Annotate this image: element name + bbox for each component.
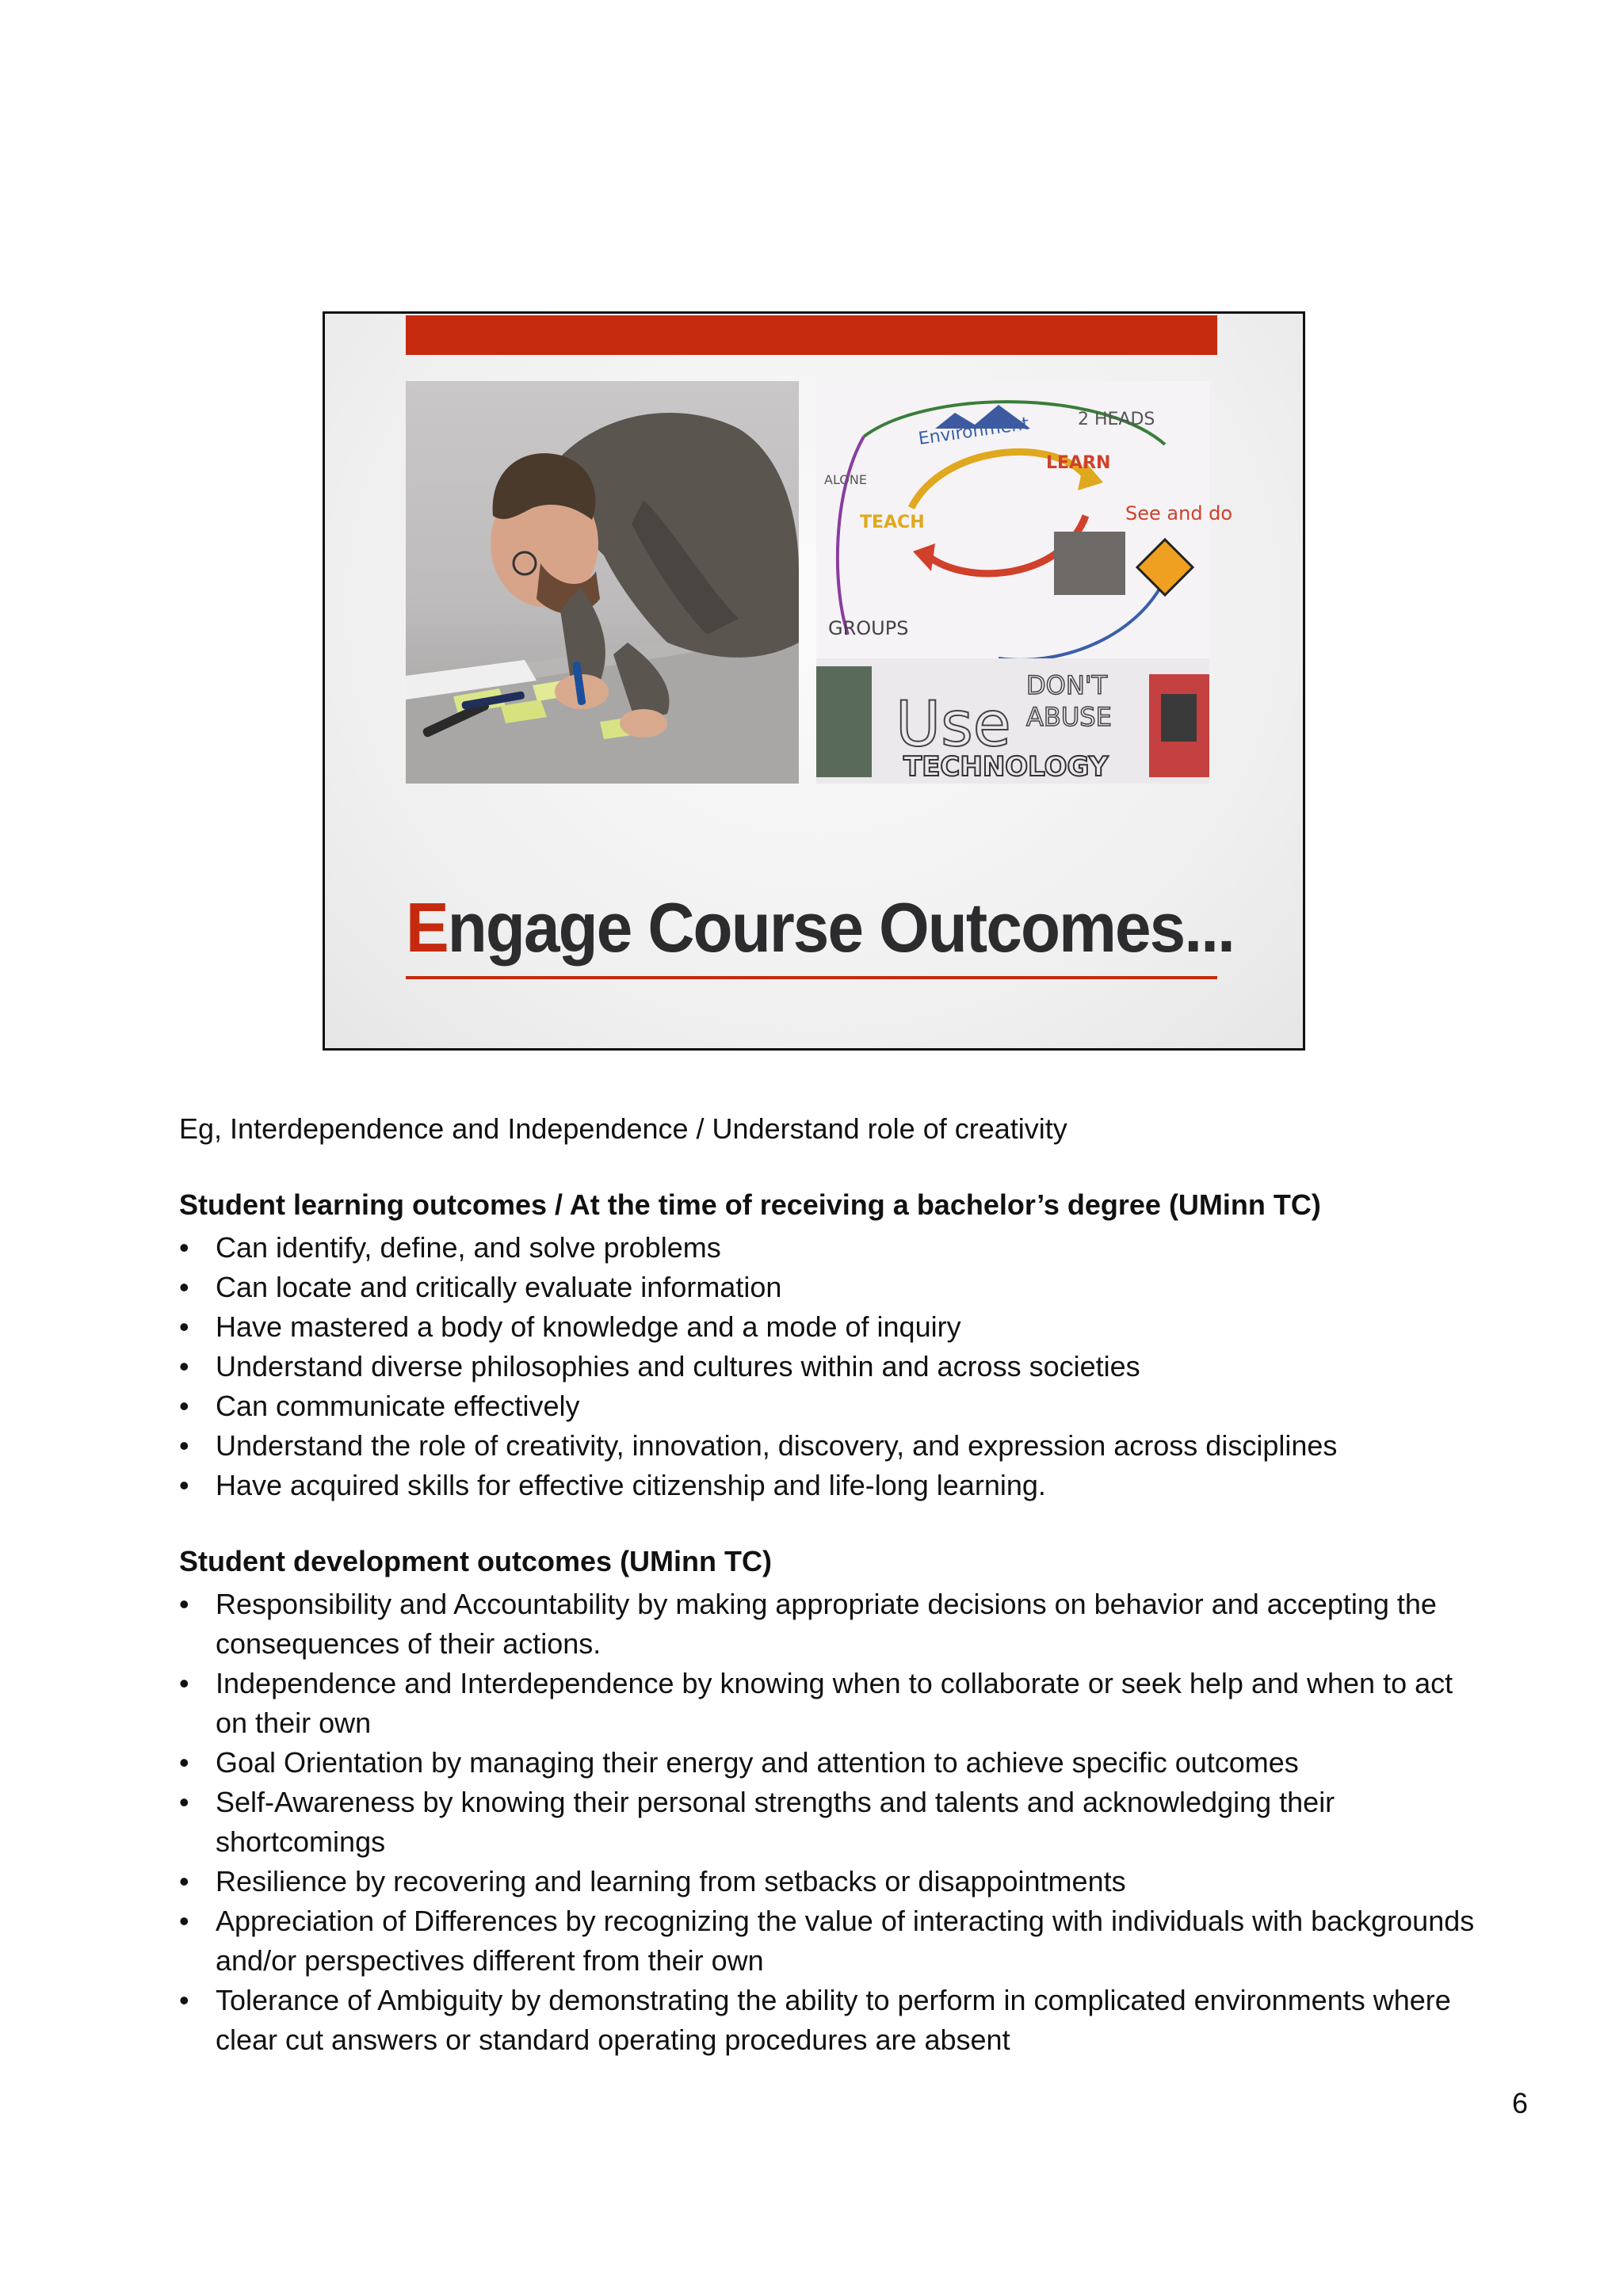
poster-word-technology: TECHNOLOGY xyxy=(903,751,1109,783)
poster-word-environment: Environment xyxy=(917,414,1030,449)
intro-line: Eg, Interdependence and Independence / Understand role of creativity xyxy=(179,1112,1067,1145)
list-item: • Understand the role of creativity, innovation, discovery, and expression across disciplines xyxy=(179,1426,1479,1466)
list-item: • Independence and Interdependence by knowing when to collaborate or seek help and when to act on their own xyxy=(179,1664,1479,1743)
list-item: • Can identify, define, and solve problems xyxy=(179,1228,1479,1268)
development-outcomes-list xyxy=(179,1585,1479,2060)
list-item: • Self-Awareness by knowing their personal strengths and talents and acknowledging their shortcomings xyxy=(179,1783,1479,1862)
poster-word-use: Use xyxy=(896,689,1011,761)
poster-word-teach: TEACH xyxy=(860,513,925,532)
list-item: • Can communicate effectively xyxy=(179,1386,1479,1426)
poster-word-dont: DON'T xyxy=(1026,670,1108,700)
list-item: • Have mastered a body of knowledge and a mode of inquiry xyxy=(179,1307,1479,1347)
photo-classroom-poster xyxy=(816,381,1233,784)
photo-man-writing xyxy=(406,381,799,784)
poster-word-abuse: ABUSE xyxy=(1026,702,1112,732)
learning-outcomes-heading: Student learning outcomes / At the time of receiving a bachelor’s degree (UMinn TC) xyxy=(179,1188,1321,1221)
list-item: • Resilience by recovering and learning from setbacks or disappointments xyxy=(179,1862,1479,1901)
slide-title-rest: ngage Course Outcomes... xyxy=(447,888,1234,967)
learning-outcomes-list xyxy=(179,1228,1479,1505)
photo-man-writing-illustration xyxy=(406,381,799,784)
poster-word-learn: LEARN xyxy=(1046,453,1111,473)
development-outcomes-heading: Student development outcomes (UMinn TC) xyxy=(179,1545,773,1577)
list-item: • Goal Orientation by managing their energy and attention to achieve specific outcomes xyxy=(179,1743,1479,1783)
poster-word-groups: GROUPS xyxy=(828,617,909,639)
slide-title xyxy=(406,884,1234,971)
poster-word-2-heads: 2 HEADS xyxy=(1078,410,1155,429)
slide-image xyxy=(323,311,1305,1051)
list-item: • Understand diverse philosophies and cultures within and across societies xyxy=(179,1347,1479,1386)
list-item: • Can locate and critically evaluate information xyxy=(179,1268,1479,1307)
poster-word-see-and-do: See and do xyxy=(1125,502,1233,524)
list-item: • Have acquired skills for effective citizenship and life-long learning. xyxy=(179,1466,1479,1505)
slide-title-first-letter: E xyxy=(406,888,448,967)
poster-illustration xyxy=(816,381,1233,784)
page-number: 6 xyxy=(1512,2087,1529,2119)
list-item: • Appreciation of Differences by recognizing the value of interacting with individuals with backgrounds and/or perspectives different from their own xyxy=(179,1901,1479,1981)
poster-word-alone: ALONE xyxy=(824,472,867,487)
slide-header-bar xyxy=(406,315,1217,355)
slide-title-underline xyxy=(406,976,1217,979)
list-item: • Responsibility and Accountability by making appropriate decisions on behavior and accepting the consequences of their actions. xyxy=(179,1585,1479,1664)
list-item: • Tolerance of Ambiguity by demonstrating the ability to perform in complicated environments where clear cut answers or standard operating procedures are absent xyxy=(179,1981,1479,2060)
